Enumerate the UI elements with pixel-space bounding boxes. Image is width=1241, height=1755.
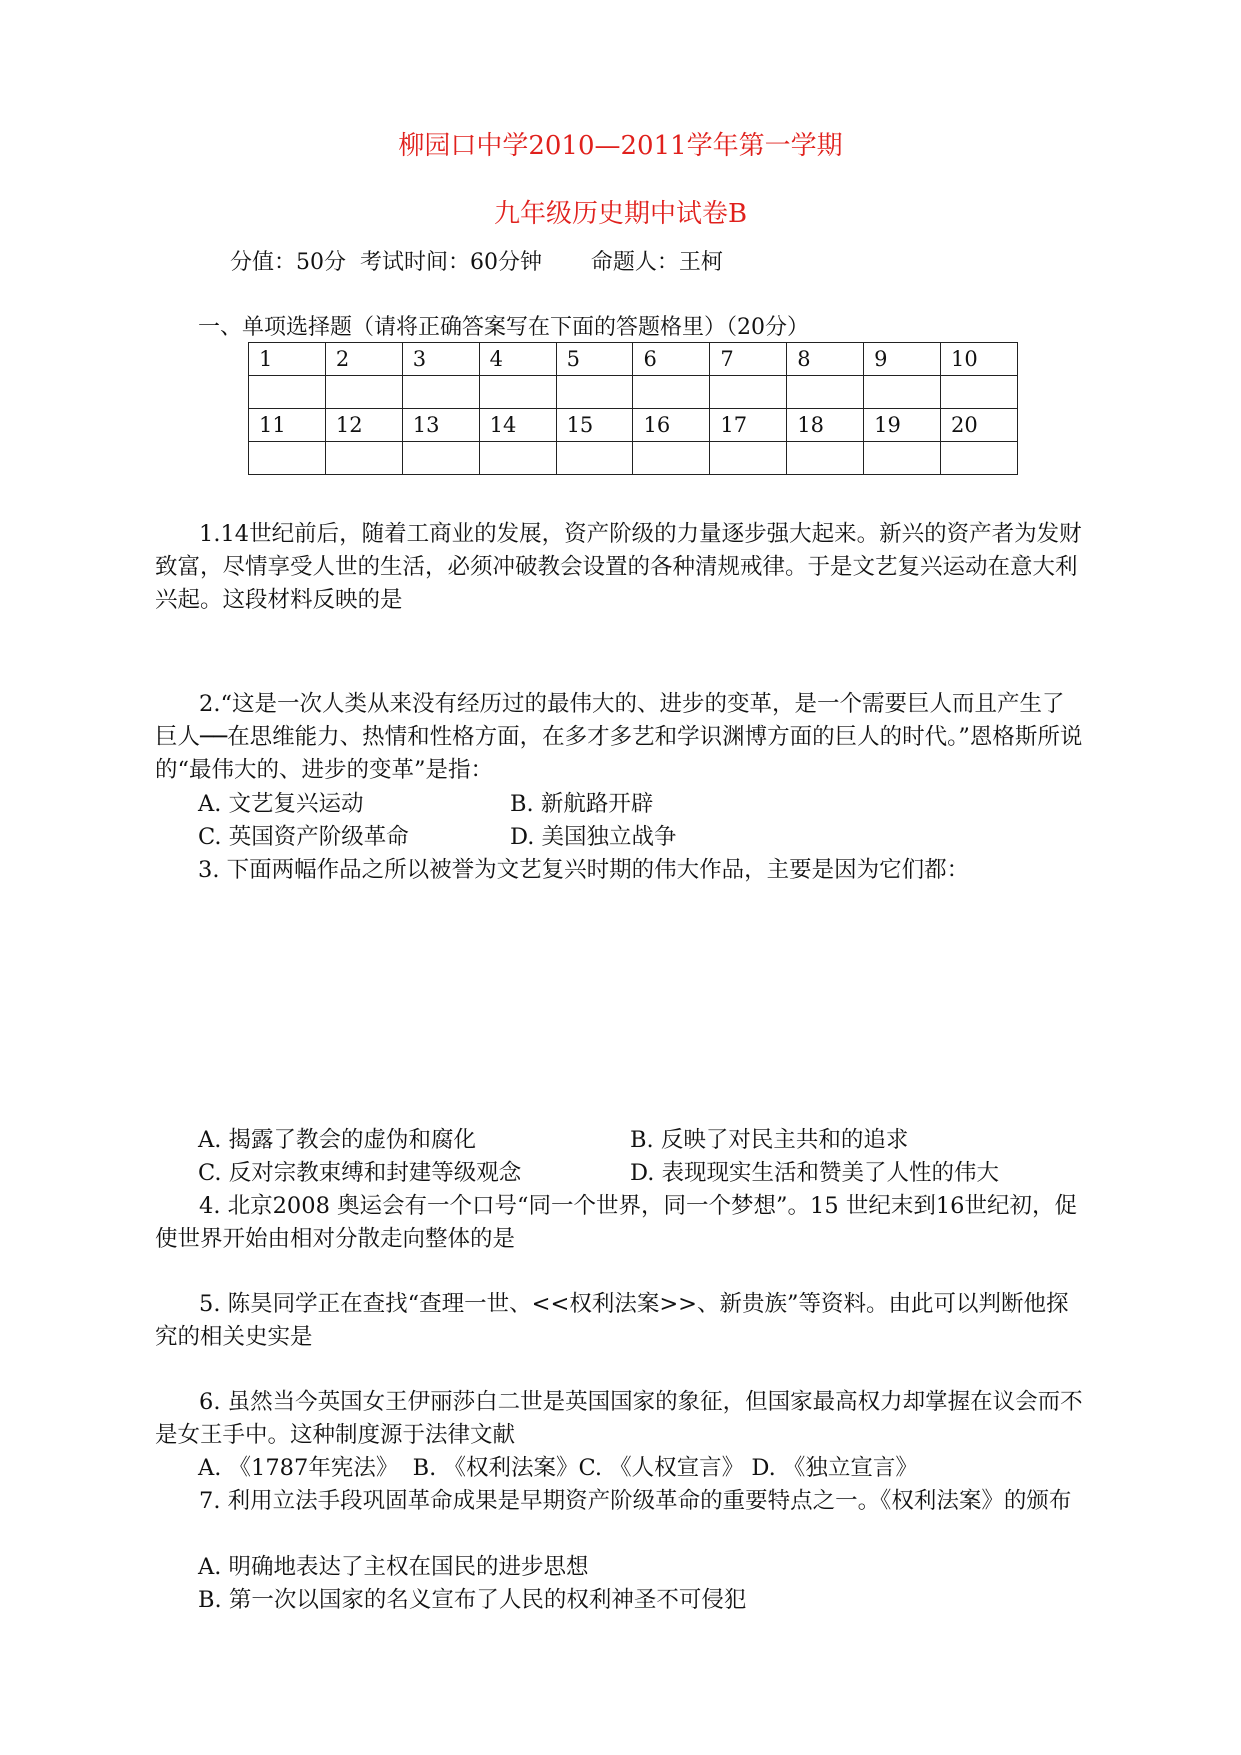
grid-number: 6 (633, 343, 710, 376)
question-3: 3. 下面两幅作品之所以被誉为文艺复兴时期的伟大作品，主要是因为它们都： (198, 857, 970, 883)
answer-cell[interactable] (402, 442, 479, 475)
question-4: 4. 北京2008 奥运会有一个口号“同一个世界，同一个梦想”。15 世纪末到16世纪初，促使世界开始由相对分散走向整体的是 (155, 1193, 1077, 1252)
answer-cell[interactable] (556, 442, 633, 475)
q7-option-a: A. 明确地表达了主权在国民的进步思想 (198, 1554, 589, 1580)
answer-cell[interactable] (249, 442, 326, 475)
question-7: 7. 利用立法手段巩固革命成果是早期资产阶级革命的重要特点之一。《权利法案》的颁布 (199, 1488, 1072, 1514)
grid-number: 14 (479, 409, 556, 442)
q3-option-b: B. 反映了对民主共和的追求 (630, 1127, 909, 1153)
grid-number: 18 (787, 409, 864, 442)
answer-cell[interactable] (864, 376, 941, 409)
answer-cell[interactable] (249, 376, 326, 409)
grid-number: 3 (402, 343, 479, 376)
grid-number: 11 (249, 409, 326, 442)
question-6: 6. 虽然当今英国女王伊丽莎白二世是英国国家的象征，但国家最高权力却掌握在议会而不是女王手中。这种制度源于法律文献 (155, 1389, 1083, 1448)
answer-grid-blank-row (249, 376, 1018, 409)
answer-cell[interactable] (479, 442, 556, 475)
q3-option-a: A. 揭露了教会的虚伪和腐化 (198, 1127, 477, 1153)
grid-number: 5 (556, 343, 633, 376)
grid-number: 13 (402, 409, 479, 442)
answer-cell[interactable] (325, 376, 402, 409)
grid-number: 8 (787, 343, 864, 376)
grid-number: 1 (249, 343, 326, 376)
grid-number: 10 (941, 343, 1018, 376)
q6-options: A. 《1787年宪法》 B. 《权利法案》C. 《人权宣言》 D. 《独立宣言》 (198, 1455, 918, 1481)
answer-cell[interactable] (710, 442, 787, 475)
q7-option-b: B. 第一次以国家的名义宣布了人民的权利神圣不可侵犯 (198, 1587, 747, 1613)
question-2: 2.“这是一次人类从来没有经历过的最伟大的、进步的变革，是一个需要巨人而且产生了巨人──在思维能力、热情和性格方面，在多才多艺和学识渊博方面的巨人的时代。”恩格斯所说的“最伟大的、进步的变革”是指： (155, 691, 1083, 783)
q2-option-d: D. 美国独立战争 (510, 824, 677, 850)
answer-cell[interactable] (710, 376, 787, 409)
answer-cell[interactable] (633, 376, 710, 409)
answer-grid-blank-row (249, 442, 1018, 475)
answer-cell[interactable] (633, 442, 710, 475)
grid-number: 19 (864, 409, 941, 442)
q2-option-b: B. 新航路开辟 (510, 791, 654, 817)
answer-cell[interactable] (941, 376, 1018, 409)
question-5: 5. 陈昊同学正在查找“查理一世、<<权利法案>>、新贵族”等资料。由此可以判断他探究的相关史实是 (155, 1291, 1069, 1350)
grid-number: 7 (710, 343, 787, 376)
answer-grid-number-row (249, 409, 1018, 442)
grid-number: 17 (710, 409, 787, 442)
grid-number: 2 (325, 343, 402, 376)
answer-cell[interactable] (941, 442, 1018, 475)
exam-meta: 分值：50分 考试时间：60分钟 命题人：王柯 (230, 250, 723, 275)
answer-cell[interactable] (864, 442, 941, 475)
q2-option-c: C. 英国资产阶级革命 (198, 824, 409, 850)
answer-cell[interactable] (325, 442, 402, 475)
question-1: 1.14世纪前后，随着工商业的发展，资产阶级的力量逐步强大起来。新兴的资产者为发财致富，尽情享受人世的生活，必须冲破教会设置的各种清规戒律。于是文艺复兴运动在意大利兴起。这段材料反映的是 (155, 521, 1082, 613)
answer-grid (248, 342, 1018, 475)
q3-option-c: C. 反对宗教束缚和封建等级观念 (198, 1160, 522, 1186)
grid-number: 9 (864, 343, 941, 376)
answer-cell[interactable] (479, 376, 556, 409)
answer-cell[interactable] (787, 376, 864, 409)
answer-grid-number-row (249, 343, 1018, 376)
section-heading: 一、单项选择题（请将正确答案写在下面的答题格里）（20分） (198, 315, 809, 340)
school-title: 柳园口中学2010—2011学年第一学期 (398, 131, 843, 161)
answer-cell[interactable] (402, 376, 479, 409)
answer-cell[interactable] (787, 442, 864, 475)
grid-number: 12 (325, 409, 402, 442)
answer-cell[interactable] (556, 376, 633, 409)
grid-number: 15 (556, 409, 633, 442)
q2-option-a: A. 文艺复兴运动 (198, 791, 364, 817)
grid-number: 20 (941, 409, 1018, 442)
q3-option-d: D. 表现现实生活和赞美了人性的伟大 (630, 1160, 1000, 1186)
exam-title: 九年级历史期中试卷B (493, 199, 748, 229)
grid-number: 4 (479, 343, 556, 376)
grid-number: 16 (633, 409, 710, 442)
